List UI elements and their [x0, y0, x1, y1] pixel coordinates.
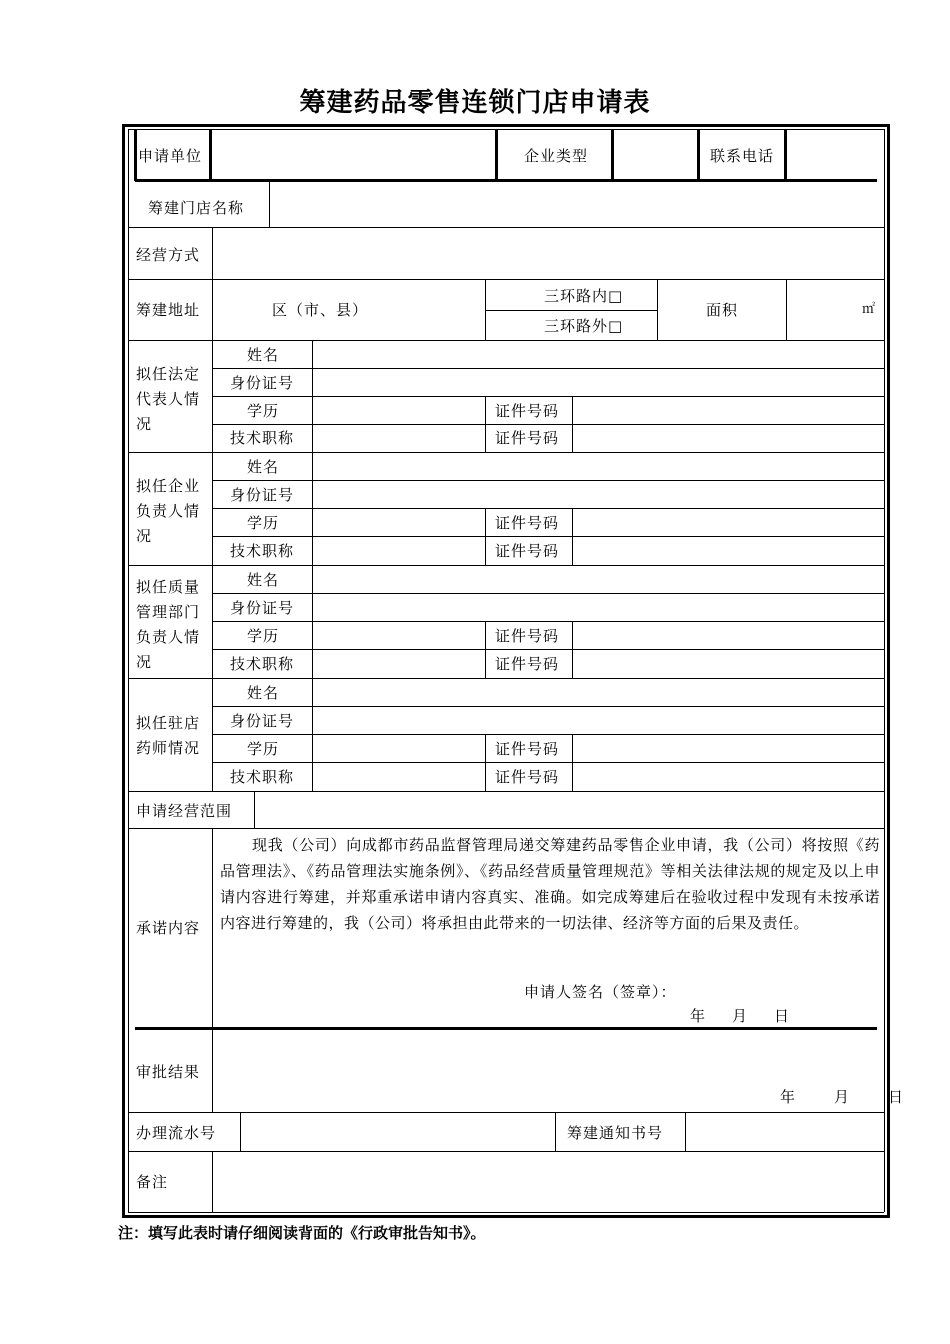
approval-label: 审批结果: [136, 1063, 201, 1081]
cell-border: [212, 227, 213, 279]
row-divider: [485, 310, 657, 311]
legal-rep-cert2-label: 证件号码: [495, 429, 560, 447]
table-inner-bottom-border: [128, 1212, 884, 1213]
pharmacist-id-label: 身份证号: [230, 712, 295, 730]
row-divider: [128, 678, 884, 679]
remarks-label: 备注: [136, 1173, 169, 1191]
cell-border: [572, 734, 573, 791]
table-inner-right-border: [884, 129, 885, 1212]
cell-border: [212, 340, 213, 791]
cell-border: [572, 621, 573, 678]
pharmacist-name-label: 姓名: [247, 684, 280, 702]
cell-border: [786, 279, 787, 340]
enterprise-head-section-label: [136, 474, 204, 549]
enterprise-head-education-label: 学历: [247, 514, 280, 532]
scope-label: 申请经营范围: [136, 802, 233, 820]
pharmacist-cert2-label: 证件号码: [495, 768, 560, 786]
row-divider: [128, 279, 884, 280]
cell-border: [212, 279, 213, 340]
legal-rep-title-label: 技术职称: [230, 429, 295, 447]
row-divider: [128, 340, 884, 341]
cell-border: [485, 621, 486, 678]
remarks-input[interactable]: [214, 1153, 883, 1211]
serial-label: 办理流水号: [136, 1124, 217, 1142]
cell-border: [485, 734, 486, 791]
cell-border: [485, 508, 486, 565]
cell-border-thick: [209, 130, 212, 181]
quality-head-cert1-label: 证件号码: [495, 627, 560, 645]
enterprise-head-title-label: 技术职称: [230, 542, 295, 560]
row-divider: [128, 828, 884, 829]
scope-input[interactable]: [256, 792, 883, 827]
address-label: 筹建地址: [136, 301, 201, 319]
row-divider: [128, 227, 884, 228]
notice-label: 筹建通知书号: [567, 1124, 664, 1142]
cell-border: [212, 828, 213, 1112]
row-divider: [128, 452, 884, 453]
notice-input[interactable]: [687, 1113, 883, 1150]
cell-border: [572, 508, 573, 565]
serial-input[interactable]: [242, 1113, 554, 1150]
pharmacist-label: 拟任驻店药师情况: [136, 714, 201, 757]
cell-border-thick: [495, 130, 498, 181]
row-divider-thick: [135, 1027, 877, 1030]
legal-rep-label: 拟任法定代表人情况: [136, 365, 201, 433]
quality-head-education-label: 学历: [247, 627, 280, 645]
business-mode-label: 经营方式: [136, 246, 201, 264]
area-unit: ㎡: [862, 302, 877, 317]
cell-border: [685, 1112, 686, 1151]
store-name-label: 筹建门店名称: [148, 199, 245, 217]
quality-head-name-label: 姓名: [247, 571, 280, 589]
cell-border: [485, 279, 486, 340]
cell-border: [657, 279, 658, 340]
applicant-label: 申请单位: [138, 147, 203, 165]
quality-head-label: 拟任质量管理部门负责人情况: [136, 578, 201, 671]
outside-ring-checkbox[interactable]: 三环路外□: [544, 317, 624, 335]
cell-border: [240, 1112, 241, 1151]
signature-label: 申请人签名（签章）：: [524, 983, 677, 1001]
enterprise-head-name-label: 姓名: [247, 458, 280, 476]
enterprise-head-cert2-label: 证件号码: [495, 542, 560, 560]
quality-head-id-label: 身份证号: [230, 599, 295, 617]
commitment-date: 年 月 日: [690, 1007, 796, 1025]
cell-border: [555, 1112, 556, 1151]
footnote: 注：填写此表时请仔细阅读背面的《行政审批告知书》。: [118, 1224, 486, 1242]
legal-rep-section-label: [136, 362, 204, 437]
store-name-input[interactable]: [271, 183, 883, 226]
cell-border: [485, 396, 486, 452]
cell-border: [572, 396, 573, 452]
business-mode-input[interactable]: [214, 229, 883, 278]
table-inner-top-border: [128, 129, 884, 130]
enterprise-head-label: 拟任企业负责人情况: [136, 477, 201, 545]
cell-border: [269, 182, 270, 227]
cell-border: [254, 791, 255, 828]
pharmacist-education-label: 学历: [247, 740, 280, 758]
inside-ring-checkbox[interactable]: 三环路内□: [544, 287, 624, 305]
district-label: 区（市、县）: [272, 301, 369, 319]
approval-date: 年 月 日: [780, 1088, 907, 1106]
enterprise-head-id-label: 身份证号: [230, 486, 295, 504]
page-title: 筹建药品零售连锁门店申请表: [299, 88, 651, 118]
cell-border: [212, 1151, 213, 1212]
company-type-label: 企业类型: [524, 147, 589, 165]
commitment-text: 现我（公司）向成都市药品监督管理局递交筹建药品零售企业申请，我（公司）将按照《药品管理法》、《药品管理法实施条例》、《药品经营质量管理规范》等相关法律法规的规定及以上申请内容进行筹建，并郑重承诺申请内容真实、准确。如完成筹建后在验收过程中发现有未按承诺内容进行筹建的，我（公司）将承担由此带来的一切法律、经济等方面的后果及责任。: [220, 836, 880, 932]
pharmacist-title-label: 技术职称: [230, 768, 295, 786]
legal-rep-name-label: 姓名: [247, 346, 280, 364]
row-divider: [128, 565, 884, 566]
table-inner-left-border: [128, 129, 129, 1212]
pharmacist-cert1-label: 证件号码: [495, 740, 560, 758]
cell-border-thick: [697, 130, 700, 181]
legal-rep-education-label: 学历: [247, 402, 280, 420]
company-type-input[interactable]: [615, 131, 696, 178]
legal-rep-id-label: 身份证号: [230, 374, 295, 392]
pharmacist-section-label: [136, 711, 204, 761]
quality-head-section-label: [136, 575, 204, 675]
cell-border: [312, 340, 313, 791]
commitment-label: 承诺内容: [136, 919, 201, 937]
legal-rep-cert1-label: 证件号码: [495, 402, 560, 420]
enterprise-head-cert1-label: 证件号码: [495, 514, 560, 532]
applicant-input[interactable]: [213, 131, 494, 178]
quality-head-cert2-label: 证件号码: [495, 655, 560, 673]
row-divider: [128, 1151, 884, 1152]
quality-head-title-label: 技术职称: [230, 655, 295, 673]
phone-label: 联系电话: [710, 147, 775, 165]
phone-input[interactable]: [788, 131, 883, 178]
cell-border-thick: [134, 130, 137, 181]
cell-border-thick: [784, 130, 787, 181]
cell-border-thick: [611, 130, 614, 181]
area-label: 面积: [706, 301, 739, 319]
row-divider-thick: [135, 179, 877, 182]
